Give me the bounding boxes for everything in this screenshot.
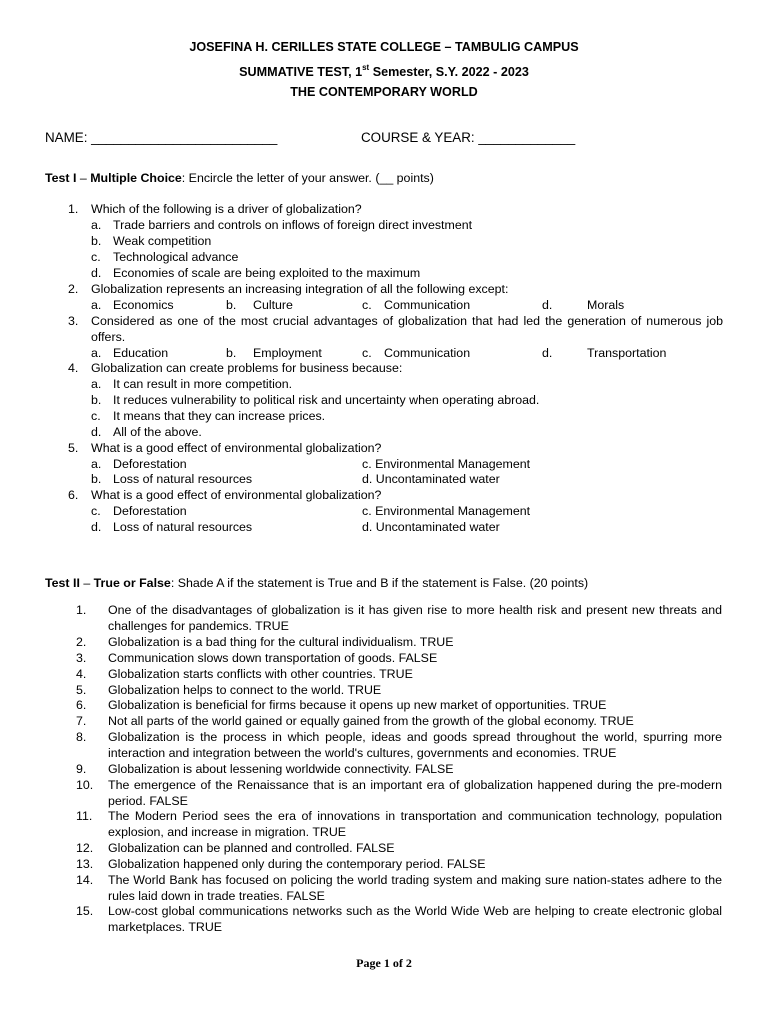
- test1-title: Test I: [45, 171, 77, 185]
- tf-6-number: 6.: [76, 698, 87, 712]
- q4-choice-b-letter: b.: [91, 393, 102, 407]
- q3-text: Considered as one of the most crucial advantages of globalization that had led the generation of numerous job offers.: [91, 314, 723, 344]
- q1-choice-d-letter: d.: [91, 266, 102, 280]
- q3-choice-b-letter: b.: [226, 346, 237, 360]
- q6-choice-a-letter: c.: [91, 504, 101, 518]
- test2-type: True or False: [93, 576, 171, 590]
- q1-text: Which of the following is a driver of globalization?: [91, 202, 362, 216]
- q3-choice-a-letter: a.: [91, 346, 102, 360]
- tf-15-text: Low-cost global communications networks such as the World Wide Web are helping to create electronic global marketplaces. TRUE: [108, 904, 722, 934]
- tf-4-text: Globalization starts conflicts with other countries. TRUE: [108, 667, 413, 681]
- q2-choice-a: Economics: [113, 298, 174, 312]
- q2-choice-b: Culture: [253, 298, 293, 312]
- q5-number: 5.: [68, 441, 79, 455]
- test1-type: Multiple Choice: [90, 171, 182, 185]
- q3-choice-c: Communication: [384, 346, 471, 360]
- tf-10-text: The emergence of the Renaissance that is an important era of globalization happened during the pre-modern period. FALSE: [108, 778, 722, 808]
- test-title: [0, 64, 768, 79]
- q4-choice-d-letter: d.: [91, 425, 102, 439]
- tf-5-text: Globalization helps to connect to the world. TRUE: [108, 683, 382, 697]
- test1-dash: –: [76, 171, 91, 185]
- tf-9-number: 9.: [76, 762, 87, 776]
- q2-choice-a-letter: a.: [91, 298, 102, 312]
- tf-10-number: 10.: [76, 778, 94, 792]
- test1-instruction: : Encircle the letter of your answer. (__ points): [181, 171, 434, 185]
- q2-choice-c-letter: c.: [362, 298, 372, 312]
- q4-choice-a: It can result in more competition.: [113, 377, 293, 391]
- test1-heading: [45, 172, 434, 184]
- q2-number: 2.: [68, 282, 79, 296]
- q4-choice-d: All of the above.: [113, 425, 202, 439]
- test2-heading: [45, 577, 588, 589]
- q5-choice-b: Loss of natural resources: [113, 472, 253, 486]
- tf-8-number: 8.: [76, 730, 87, 744]
- q2-choice-d-letter: d.: [542, 298, 553, 312]
- tf-4-number: 4.: [76, 667, 87, 681]
- q4-choice-a-letter: a.: [91, 377, 102, 391]
- tf-14-text: The World Bank has focused on policing the world trading system and making sure nation-states adhere to the rules laid down in trade treaties. FALSE: [108, 873, 722, 903]
- test-title-sup: st: [362, 63, 370, 72]
- test2-dash: –: [79, 576, 94, 590]
- q6-choice-a: Deforestation: [113, 504, 187, 518]
- q6-choice-c: c. Environmental Management: [362, 504, 531, 518]
- tf-2-text: Globalization is a bad thing for the cultural individualism. TRUE: [108, 635, 454, 649]
- test2-instruction: : Shade A if the statement is True and B if the statement is False. (20 points): [170, 576, 589, 590]
- q5-choice-a-letter: a.: [91, 457, 102, 471]
- q3-choice-c-letter: c.: [362, 346, 372, 360]
- tf-7-text: Not all parts of the world gained or equally gained from the growth of the global economy. TRUE: [108, 714, 634, 728]
- test-title-prefix: SUMMATIVE TEST, 1: [239, 65, 363, 79]
- q2-choice-d: Morals: [587, 298, 625, 312]
- tf-9-text: Globalization is about lessening worldwide connectivity. FALSE: [108, 762, 454, 776]
- tf-13-text: Globalization happened only during the contemporary period. FALSE: [108, 857, 486, 871]
- q3-choice-d-letter: d.: [542, 346, 553, 360]
- tf-13-number: 13.: [76, 857, 94, 871]
- q4-number: 4.: [68, 361, 79, 375]
- q1-choice-d: Economies of scale are being exploited to the maximum: [113, 266, 421, 280]
- q3-choice-a: Education: [113, 346, 169, 360]
- q1-choice-a: Trade barriers and controls on inflows of foreign direct investment: [113, 218, 473, 232]
- q3-choice-b: Employment: [253, 346, 322, 360]
- tf-5-number: 5.: [76, 683, 87, 697]
- course-year-field: COURSE & YEAR: _____________: [361, 130, 576, 145]
- q5-choice-a: Deforestation: [113, 457, 187, 471]
- q1-number: 1.: [68, 202, 79, 216]
- tf-6-text: Globalization is beneficial for firms because it opens up new market of opportunities. TRUE: [108, 698, 607, 712]
- tf-11-number: 11.: [76, 809, 93, 823]
- q1-choice-b: Weak competition: [113, 234, 212, 248]
- q1-choice-c: Technological advance: [113, 250, 239, 264]
- tf-1-number: 1.: [76, 603, 87, 617]
- q3-choice-d: Transportation: [587, 346, 667, 360]
- q6-number: 6.: [68, 488, 79, 502]
- tf-11-text: The Modern Period sees the era of innovations in transportation and communication technology, population explosion, and increase in migration. TRUE: [108, 809, 722, 839]
- q4-text: Globalization can create problems for business because:: [91, 361, 403, 375]
- q5-choice-b-letter: b.: [91, 472, 102, 486]
- page-number: Page 1 of 2: [356, 956, 412, 970]
- test2-title: Test II: [45, 576, 80, 590]
- q6-choice-d: d. Uncontaminated water: [362, 520, 500, 534]
- test-title-suffix: Semester, S.Y. 2022 - 2023: [369, 65, 529, 79]
- tf-2-number: 2.: [76, 635, 87, 649]
- q2-text: Globalization represents an increasing integration of all the following except:: [91, 282, 509, 296]
- tf-15-number: 15.: [76, 904, 94, 918]
- q4-choice-c-letter: c.: [91, 409, 101, 423]
- q4-choice-b: It reduces vulnerability to political risk and uncertainty when operating abroad.: [113, 393, 540, 407]
- q5-choice-c: c. Environmental Management: [362, 457, 531, 471]
- q1-choice-a-letter: a.: [91, 218, 102, 232]
- name-field: NAME: _________________________: [45, 130, 278, 145]
- q6-text: What is a good effect of environmental globalization?: [91, 488, 382, 502]
- school-name: JOSEFINA H. CERILLES STATE COLLEGE – TAMBULIG CAMPUS: [189, 40, 579, 54]
- tf-1-text: One of the disadvantages of globalization is it has given rise to more health risk and present new threats and challenges for pandemics. TRUE: [108, 603, 722, 633]
- q5-text: What is a good effect of environmental globalization?: [91, 441, 382, 455]
- q3-number: 3.: [68, 314, 79, 328]
- tf-3-number: 3.: [76, 651, 87, 665]
- tf-8-text: Globalization is the process in which people, ideas and goods spread throughout the world, spurring more interaction and integration between the world's cultures, governments and economies. TRUE: [108, 730, 722, 760]
- q2-choice-b-letter: b.: [226, 298, 237, 312]
- q2-choice-c: Communication: [384, 298, 471, 312]
- tf-14-number: 14.: [76, 873, 94, 887]
- tf-12-number: 12.: [76, 841, 94, 855]
- tf-12-text: Globalization can be planned and controlled. FALSE: [108, 841, 395, 855]
- subject-title: THE CONTEMPORARY WORLD: [290, 85, 478, 99]
- q1-choice-c-letter: c.: [91, 250, 101, 264]
- q1-choice-b-letter: b.: [91, 234, 102, 248]
- q6-choice-b: Loss of natural resources: [113, 520, 253, 534]
- q4-choice-c: It means that they can increase prices.: [113, 409, 326, 423]
- tf-7-number: 7.: [76, 714, 87, 728]
- q6-choice-b-letter: d.: [91, 520, 102, 534]
- tf-3-text: Communication slows down transportation of goods. FALSE: [108, 651, 438, 665]
- q5-choice-d: d. Uncontaminated water: [362, 472, 500, 486]
